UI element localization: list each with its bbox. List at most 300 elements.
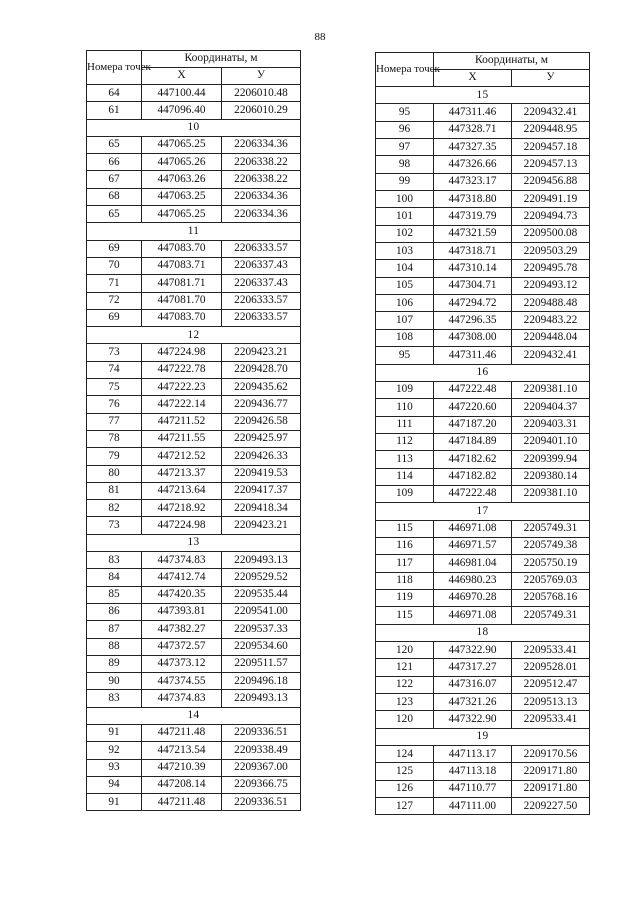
y-coordinate-cell: 2205769.03 (512, 572, 590, 589)
point-number-cell: 120 (376, 642, 434, 659)
table-row (376, 208, 590, 225)
point-number-cell: 122 (376, 676, 434, 693)
x-coordinate-cell: 446981.04 (434, 555, 512, 572)
point-number-cell: 79 (87, 448, 142, 465)
x-coordinate-cell: 447218.92 (142, 500, 222, 517)
y-coordinate-cell: 2209491.19 (512, 191, 590, 208)
point-number-cell: 97 (376, 139, 434, 156)
group-row (87, 534, 301, 551)
y-coordinate-cell: 2209423.21 (222, 517, 301, 534)
point-number-cell: 91 (87, 794, 142, 811)
x-coordinate-cell: 447374.83 (142, 552, 222, 569)
x-coordinate-cell: 447208.14 (142, 776, 222, 793)
x-coordinate-cell: 447213.37 (142, 465, 222, 482)
table-row (87, 448, 301, 465)
x-coordinate-cell: 447083.70 (142, 309, 222, 326)
table-row (376, 225, 590, 242)
y-coordinate-cell: 2209511.57 (222, 655, 301, 672)
table-row (376, 139, 590, 156)
table-row (376, 260, 590, 277)
x-coordinate-cell: 447065.26 (142, 154, 222, 171)
x-coordinate-cell: 447211.48 (142, 724, 222, 741)
y-coordinate-cell: 2209457.18 (512, 139, 590, 156)
table-row (376, 694, 590, 711)
x-coordinate-cell: 447374.55 (142, 673, 222, 690)
point-number-cell: 83 (87, 690, 142, 707)
point-number-cell: 125 (376, 763, 434, 780)
point-number-cell: 91 (87, 724, 142, 741)
table-row (87, 465, 301, 482)
y-coordinate-cell: 2209488.48 (512, 295, 590, 312)
column-header-points: Номера точек (87, 51, 142, 85)
table-row (87, 655, 301, 672)
group-number: 13 (87, 534, 301, 551)
table-row (87, 517, 301, 534)
y-coordinate-cell: 2209534.60 (222, 638, 301, 655)
x-coordinate-cell: 447222.78 (142, 361, 222, 378)
point-number-cell: 113 (376, 451, 434, 468)
point-number-cell: 73 (87, 344, 142, 361)
table-row (87, 275, 301, 292)
x-coordinate-cell: 447328.71 (434, 121, 512, 138)
point-number-cell: 115 (376, 520, 434, 537)
point-number-cell: 119 (376, 589, 434, 606)
point-number-cell: 114 (376, 468, 434, 485)
table-row (87, 724, 301, 741)
point-number-cell: 81 (87, 482, 142, 499)
column-header-coordinates: Координаты, м (142, 51, 301, 68)
point-number-cell: 88 (87, 638, 142, 655)
x-coordinate-cell: 447210.39 (142, 759, 222, 776)
x-coordinate-cell: 447372.57 (142, 638, 222, 655)
point-number-cell: 117 (376, 555, 434, 572)
table-row (87, 154, 301, 171)
page-number: 88 (314, 31, 326, 43)
y-coordinate-cell: 2209336.51 (222, 724, 301, 741)
y-coordinate-cell: 2209495.78 (512, 260, 590, 277)
coordinates-table-right (375, 52, 590, 815)
point-number-cell: 127 (376, 798, 434, 815)
table-row (376, 746, 590, 763)
x-coordinate-cell: 447081.71 (142, 275, 222, 292)
point-number-cell: 126 (376, 780, 434, 797)
y-coordinate-cell: 2206338.22 (222, 171, 301, 188)
y-coordinate-cell: 2205749.31 (512, 520, 590, 537)
table-row (87, 379, 301, 396)
table-row (87, 361, 301, 378)
table-row (87, 136, 301, 153)
y-coordinate-cell: 2206333.57 (222, 292, 301, 309)
table-row (87, 776, 301, 793)
y-coordinate-cell: 2205750.19 (512, 555, 590, 572)
x-coordinate-cell: 447327.35 (434, 139, 512, 156)
point-number-cell: 111 (376, 416, 434, 433)
x-coordinate-cell: 447412.74 (142, 569, 222, 586)
x-coordinate-cell: 447083.70 (142, 240, 222, 257)
x-coordinate-cell: 447065.25 (142, 206, 222, 223)
table-row (376, 798, 590, 815)
table-row (87, 638, 301, 655)
group-number: 16 (376, 364, 590, 381)
group-row (87, 707, 301, 724)
point-number-cell: 65 (87, 206, 142, 223)
table-row (87, 413, 301, 430)
point-number-cell: 77 (87, 413, 142, 430)
x-coordinate-cell: 447311.46 (434, 347, 512, 364)
point-number-cell: 106 (376, 295, 434, 312)
x-coordinate-cell: 447322.90 (434, 711, 512, 728)
table-row (87, 85, 301, 102)
y-coordinate-cell: 2209483.22 (512, 312, 590, 329)
group-number: 15 (376, 87, 590, 104)
x-coordinate-cell: 447222.14 (142, 396, 222, 413)
table-row (376, 329, 590, 346)
y-coordinate-cell: 2209529.52 (222, 569, 301, 586)
column-header-points: Номера точек (376, 53, 434, 87)
point-number-cell: 87 (87, 621, 142, 638)
y-coordinate-cell: 2206334.36 (222, 206, 301, 223)
y-coordinate-cell: 2209367.00 (222, 759, 301, 776)
point-number-cell: 107 (376, 312, 434, 329)
table-row (376, 572, 590, 589)
x-coordinate-cell: 447222.23 (142, 379, 222, 396)
point-number-cell: 68 (87, 188, 142, 205)
x-coordinate-cell: 447063.25 (142, 188, 222, 205)
table-row (376, 451, 590, 468)
table-row (376, 555, 590, 572)
x-coordinate-cell: 447323.17 (434, 173, 512, 190)
x-coordinate-cell: 447113.17 (434, 746, 512, 763)
y-coordinate-cell: 2209170.56 (512, 746, 590, 763)
point-number-cell: 93 (87, 759, 142, 776)
group-number: 17 (376, 503, 590, 520)
x-coordinate-cell: 447220.60 (434, 399, 512, 416)
point-number-cell: 61 (87, 102, 142, 119)
table-row (376, 676, 590, 693)
table-row (87, 482, 301, 499)
point-number-cell: 109 (376, 485, 434, 502)
x-coordinate-cell: 447296.35 (434, 312, 512, 329)
point-number-cell: 121 (376, 659, 434, 676)
point-number-cell: 74 (87, 361, 142, 378)
x-coordinate-cell: 447211.55 (142, 430, 222, 447)
y-coordinate-cell: 2209338.49 (222, 742, 301, 759)
y-coordinate-cell: 2209428.70 (222, 361, 301, 378)
x-coordinate-cell: 447393.81 (142, 603, 222, 620)
y-coordinate-cell: 2209436.77 (222, 396, 301, 413)
y-coordinate-cell: 2209171.80 (512, 763, 590, 780)
group-row (376, 503, 590, 520)
point-number-cell: 64 (87, 85, 142, 102)
table-row (87, 344, 301, 361)
point-number-cell: 82 (87, 500, 142, 517)
y-coordinate-cell: 2209503.29 (512, 243, 590, 260)
y-coordinate-cell: 2209366.75 (222, 776, 301, 793)
y-coordinate-cell: 2206337.43 (222, 275, 301, 292)
x-coordinate-cell: 447321.59 (434, 225, 512, 242)
point-number-cell: 86 (87, 603, 142, 620)
y-coordinate-cell: 2209426.58 (222, 413, 301, 430)
point-number-cell: 71 (87, 275, 142, 292)
y-coordinate-cell: 2209533.41 (512, 642, 590, 659)
y-coordinate-cell: 2205749.31 (512, 607, 590, 624)
x-coordinate-cell: 447113.18 (434, 763, 512, 780)
y-coordinate-cell: 2209417.37 (222, 482, 301, 499)
point-number-cell: 70 (87, 257, 142, 274)
group-number: 18 (376, 624, 590, 641)
y-coordinate-cell: 2205768.16 (512, 589, 590, 606)
y-coordinate-cell: 2209533.41 (512, 711, 590, 728)
x-coordinate-cell: 447308.00 (434, 329, 512, 346)
x-coordinate-cell: 447316.07 (434, 676, 512, 693)
table-row (87, 102, 301, 119)
point-number-cell: 108 (376, 329, 434, 346)
point-number-cell: 95 (376, 104, 434, 121)
group-row (376, 728, 590, 745)
table-row (376, 277, 590, 294)
x-coordinate-cell: 447318.80 (434, 191, 512, 208)
y-coordinate-cell: 2209535.44 (222, 586, 301, 603)
point-number-cell: 69 (87, 309, 142, 326)
table-row (376, 763, 590, 780)
column-header-x: X (434, 70, 512, 87)
table-row (376, 416, 590, 433)
group-row (87, 327, 301, 344)
point-number-cell: 115 (376, 607, 434, 624)
table-row (376, 156, 590, 173)
y-coordinate-cell: 2209171.80 (512, 780, 590, 797)
y-coordinate-cell: 2209425.97 (222, 430, 301, 447)
table-row (376, 312, 590, 329)
x-coordinate-cell: 447304.71 (434, 277, 512, 294)
group-row (376, 624, 590, 641)
y-coordinate-cell: 2209435.62 (222, 379, 301, 396)
x-coordinate-cell: 447311.46 (434, 104, 512, 121)
table-row (376, 295, 590, 312)
point-number-cell: 98 (376, 156, 434, 173)
x-coordinate-cell: 447373.12 (142, 655, 222, 672)
table-row (87, 500, 301, 517)
table-row (376, 399, 590, 416)
x-coordinate-cell: 447213.64 (142, 482, 222, 499)
point-number-cell: 109 (376, 381, 434, 398)
table-row (87, 309, 301, 326)
y-coordinate-cell: 2209419.53 (222, 465, 301, 482)
point-number-cell: 73 (87, 517, 142, 534)
x-coordinate-cell: 447083.71 (142, 257, 222, 274)
y-coordinate-cell: 2206333.57 (222, 309, 301, 326)
point-number-cell: 95 (376, 347, 434, 364)
y-coordinate-cell: 2209456.88 (512, 173, 590, 190)
table-row (87, 759, 301, 776)
point-number-cell: 84 (87, 569, 142, 586)
table-row (376, 173, 590, 190)
x-coordinate-cell: 447213.54 (142, 742, 222, 759)
point-number-cell: 85 (87, 586, 142, 603)
point-number-cell: 123 (376, 694, 434, 711)
table-row (376, 104, 590, 121)
point-number-cell: 65 (87, 136, 142, 153)
x-coordinate-cell: 447322.90 (434, 642, 512, 659)
point-number-cell: 116 (376, 537, 434, 554)
y-coordinate-cell: 2206010.48 (222, 85, 301, 102)
point-number-cell: 69 (87, 240, 142, 257)
x-coordinate-cell: 447294.72 (434, 295, 512, 312)
y-coordinate-cell: 2206334.36 (222, 188, 301, 205)
y-coordinate-cell: 2205749.38 (512, 537, 590, 554)
x-coordinate-cell: 447211.52 (142, 413, 222, 430)
y-coordinate-cell: 2206334.36 (222, 136, 301, 153)
x-coordinate-cell: 447318.71 (434, 243, 512, 260)
point-number-cell: 66 (87, 154, 142, 171)
y-coordinate-cell: 2206010.29 (222, 102, 301, 119)
table-row (376, 607, 590, 624)
point-number-cell: 102 (376, 225, 434, 242)
table-row (376, 191, 590, 208)
x-coordinate-cell: 447382.27 (142, 621, 222, 638)
x-coordinate-cell: 447317.27 (434, 659, 512, 676)
group-number: 19 (376, 728, 590, 745)
y-coordinate-cell: 2209448.04 (512, 329, 590, 346)
y-coordinate-cell: 2209493.13 (222, 690, 301, 707)
y-coordinate-cell: 2209541.00 (222, 603, 301, 620)
point-number-cell: 72 (87, 292, 142, 309)
point-number-cell: 92 (87, 742, 142, 759)
point-number-cell: 94 (87, 776, 142, 793)
x-coordinate-cell: 447110.77 (434, 780, 512, 797)
table-row (87, 794, 301, 811)
y-coordinate-cell: 2209513.13 (512, 694, 590, 711)
point-number-cell: 99 (376, 173, 434, 190)
x-coordinate-cell: 447321.26 (434, 694, 512, 711)
table-row (87, 569, 301, 586)
table-row (376, 711, 590, 728)
y-coordinate-cell: 2209432.41 (512, 347, 590, 364)
table-body-left (87, 85, 301, 811)
y-coordinate-cell: 2206333.57 (222, 240, 301, 257)
y-coordinate-cell: 2209493.12 (512, 277, 590, 294)
point-number-cell: 78 (87, 430, 142, 447)
table-row (87, 396, 301, 413)
x-coordinate-cell: 447374.83 (142, 690, 222, 707)
x-coordinate-cell: 446971.08 (434, 607, 512, 624)
point-number-cell: 80 (87, 465, 142, 482)
table-row (87, 240, 301, 257)
y-coordinate-cell: 2206337.43 (222, 257, 301, 274)
point-number-cell: 104 (376, 260, 434, 277)
group-number: 11 (87, 223, 301, 240)
table-row (87, 430, 301, 447)
table-row (87, 742, 301, 759)
y-coordinate-cell: 2209426.33 (222, 448, 301, 465)
x-coordinate-cell: 447081.70 (142, 292, 222, 309)
y-coordinate-cell: 2209493.13 (222, 552, 301, 569)
x-coordinate-cell: 447224.98 (142, 344, 222, 361)
table-row (87, 206, 301, 223)
x-coordinate-cell: 447184.89 (434, 433, 512, 450)
table-row (87, 552, 301, 569)
x-coordinate-cell: 447319.79 (434, 208, 512, 225)
point-number-cell: 124 (376, 746, 434, 763)
x-coordinate-cell: 447222.48 (434, 485, 512, 502)
x-coordinate-cell: 447100.44 (142, 85, 222, 102)
point-number-cell: 120 (376, 711, 434, 728)
y-coordinate-cell: 2209380.14 (512, 468, 590, 485)
group-number: 12 (87, 327, 301, 344)
x-coordinate-cell: 447065.25 (142, 136, 222, 153)
table-row (376, 780, 590, 797)
y-coordinate-cell: 2209403.31 (512, 416, 590, 433)
table-row (87, 586, 301, 603)
y-coordinate-cell: 2209418.34 (222, 500, 301, 517)
point-number-cell: 105 (376, 277, 434, 294)
column-header-y: У (222, 68, 301, 85)
x-coordinate-cell: 447420.35 (142, 586, 222, 603)
x-coordinate-cell: 446971.08 (434, 520, 512, 537)
point-number-cell: 76 (87, 396, 142, 413)
point-number-cell: 112 (376, 433, 434, 450)
table-row (376, 520, 590, 537)
table-row (376, 121, 590, 138)
group-row (87, 223, 301, 240)
point-number-cell: 89 (87, 655, 142, 672)
column-header-y: У (512, 70, 590, 87)
y-coordinate-cell: 2209381.10 (512, 381, 590, 398)
x-coordinate-cell: 447182.82 (434, 468, 512, 485)
y-coordinate-cell: 2209494.73 (512, 208, 590, 225)
point-number-cell: 100 (376, 191, 434, 208)
y-coordinate-cell: 2209448.95 (512, 121, 590, 138)
table-row (376, 243, 590, 260)
y-coordinate-cell: 2209401.10 (512, 433, 590, 450)
table-body-right (376, 87, 590, 815)
x-coordinate-cell: 447310.14 (434, 260, 512, 277)
point-number-cell: 96 (376, 121, 434, 138)
table-row (87, 292, 301, 309)
point-number-cell: 83 (87, 552, 142, 569)
x-coordinate-cell: 447212.52 (142, 448, 222, 465)
coordinates-table-left (86, 50, 301, 811)
point-number-cell: 101 (376, 208, 434, 225)
y-coordinate-cell: 2209227.50 (512, 798, 590, 815)
y-coordinate-cell: 2206338.22 (222, 154, 301, 171)
y-coordinate-cell: 2209496.18 (222, 673, 301, 690)
group-row (376, 364, 590, 381)
table-row (376, 468, 590, 485)
x-coordinate-cell: 447182.62 (434, 451, 512, 468)
y-coordinate-cell: 2209432.41 (512, 104, 590, 121)
group-number: 14 (87, 707, 301, 724)
table-row (87, 690, 301, 707)
y-coordinate-cell: 2209457.13 (512, 156, 590, 173)
y-coordinate-cell: 2209404.37 (512, 399, 590, 416)
table-row (376, 433, 590, 450)
table-row (376, 589, 590, 606)
point-number-cell: 67 (87, 171, 142, 188)
y-coordinate-cell: 2209512.47 (512, 676, 590, 693)
x-coordinate-cell: 447224.98 (142, 517, 222, 534)
column-header-x: X (142, 68, 222, 85)
x-coordinate-cell: 447222.48 (434, 381, 512, 398)
y-coordinate-cell: 2209381.10 (512, 485, 590, 502)
table-row (376, 381, 590, 398)
group-row (376, 87, 590, 104)
table-row (376, 659, 590, 676)
table-row (87, 621, 301, 638)
group-number: 10 (87, 119, 301, 136)
x-coordinate-cell: 446971.57 (434, 537, 512, 554)
y-coordinate-cell: 2209336.51 (222, 794, 301, 811)
